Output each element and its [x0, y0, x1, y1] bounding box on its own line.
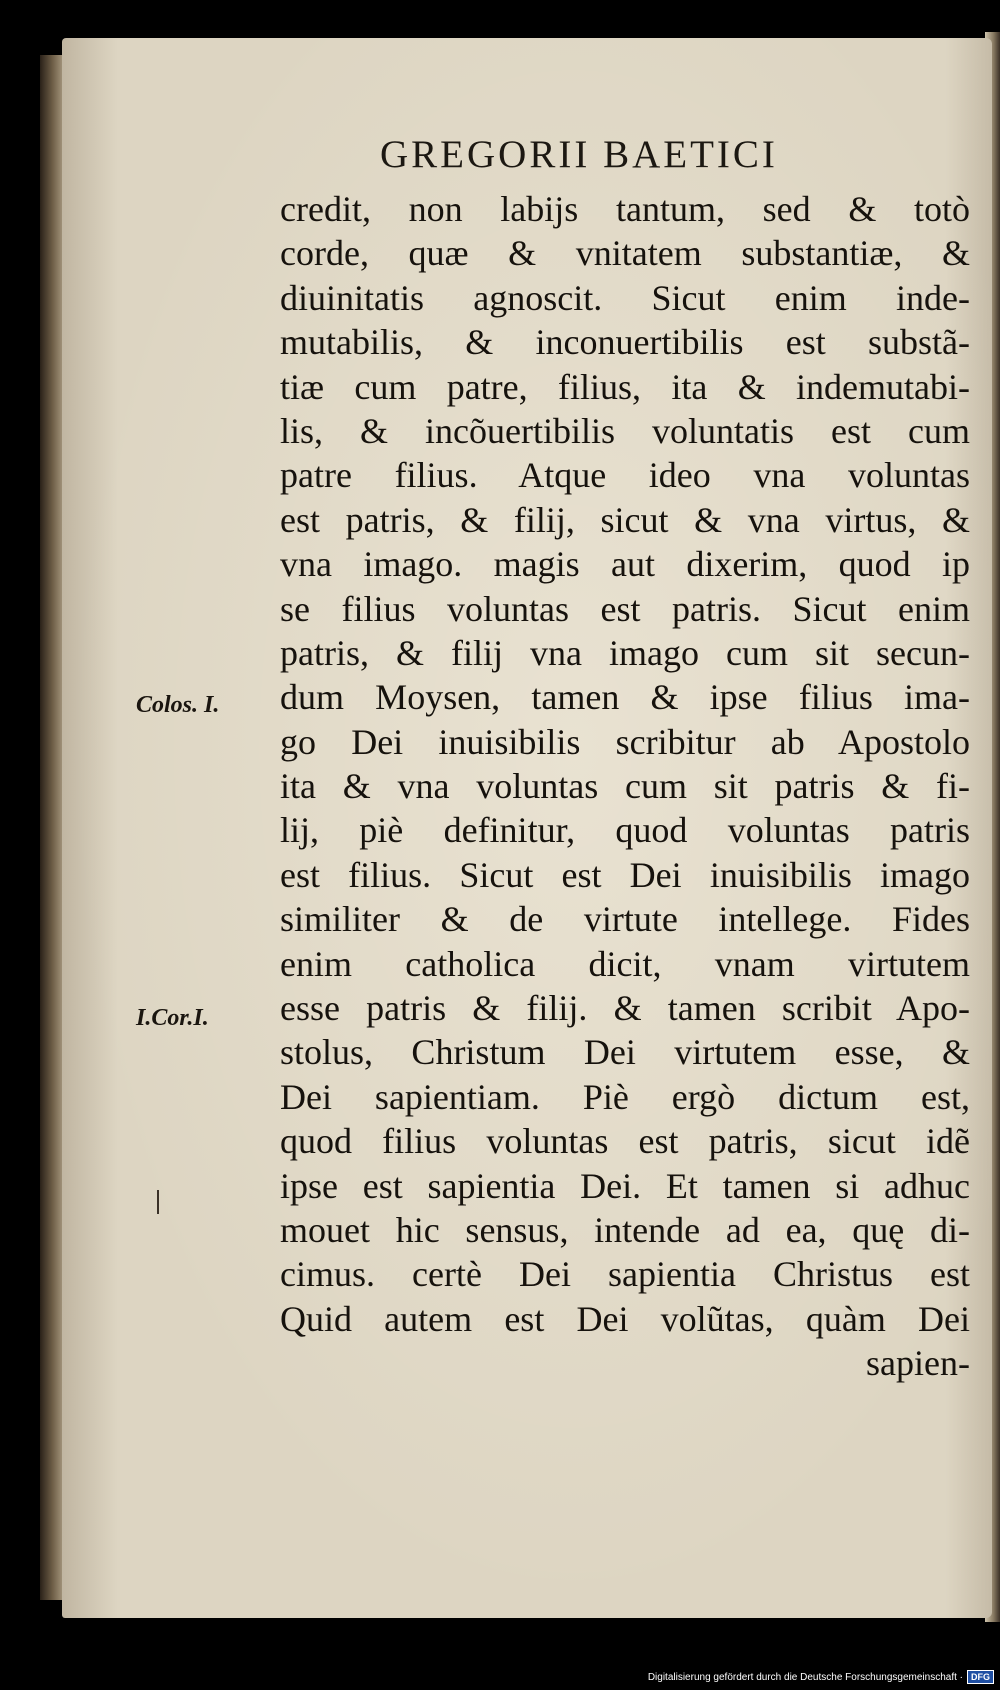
text-line: diuinitatis agnoscit. Sicut enim inde- [280, 277, 970, 318]
margin-note-colossians: Colos. I. [136, 692, 220, 718]
credit-text: Digitalisierung gefördert durch die Deutsche Forschungsgemeinschaft · [647, 1671, 963, 1683]
margin-note-corinthians: I.Cor.I. [136, 1005, 209, 1031]
dfg-logo-icon: DFG [967, 1670, 994, 1684]
text-line: stolus, Christum Dei virtutem esse, & [280, 1032, 970, 1073]
text-line: Dei sapientiam. Piè ergò dictum est, [280, 1076, 970, 1117]
body-text [280, 187, 970, 1386]
text-line: patris, & filij vna imago cum sit secun- [280, 632, 970, 673]
text-line: ita & vna voluntas cum sit patris & fi- [280, 766, 970, 807]
text-line: se filius voluntas est patris. Sicut enim [280, 588, 970, 629]
text-line: mouet hic sensus, intende ad ea, quę di- [280, 1209, 970, 1250]
text-line: patre filius. Atque ideo vna voluntas [280, 455, 970, 496]
text-line: ipse est sapientia Dei. Et tamen si adhuc [280, 1165, 970, 1206]
text-line: lis, & incõuertibilis voluntatis est cum [280, 410, 970, 451]
text-line: est patris, & filij, sicut & vna virtus, & [280, 499, 970, 540]
text-line: cimus. certè Dei sapientia Christus est [280, 1254, 970, 1295]
text-line: mutabilis, & inconuertibilis est substã- [280, 322, 970, 363]
text-line: go Dei inuisibilis scribitur ab Apostolo [280, 721, 970, 762]
text-line: corde, quæ & vnitatem substantiæ, & [280, 233, 970, 274]
text-line: enim catholica dicit, vnam virtutem [280, 943, 970, 984]
text-line: esse patris & filij. & tamen scribit Apo- [280, 988, 970, 1029]
digitization-credit [648, 1670, 994, 1684]
running-header: GREGORII BAETICI [380, 133, 778, 176]
text-line: lij, piè definitur, quod voluntas patris [280, 810, 970, 851]
text-line: est filius. Sicut est Dei inuisibilis imago [280, 854, 970, 895]
catchword: sapien- [866, 1343, 970, 1384]
text-line: similiter & de virtute intellege. Fides [280, 899, 970, 940]
text-line: quod filius voluntas est patris, sicut idẽ [280, 1121, 970, 1162]
text-line: Quid autem est Dei volũtas, quàm Dei [280, 1298, 970, 1339]
text-line: vna imago. magis aut dixerim, quod ip [280, 544, 970, 585]
text-line: credit, non labijs tantum, sed & totò [280, 189, 970, 229]
stray-ink-mark [157, 1190, 159, 1214]
text-line: tiæ cum patre, filius, ita & indemutabi- [280, 366, 970, 407]
text-line: dum Moysen, tamen & ipse filius ima- [280, 677, 970, 718]
